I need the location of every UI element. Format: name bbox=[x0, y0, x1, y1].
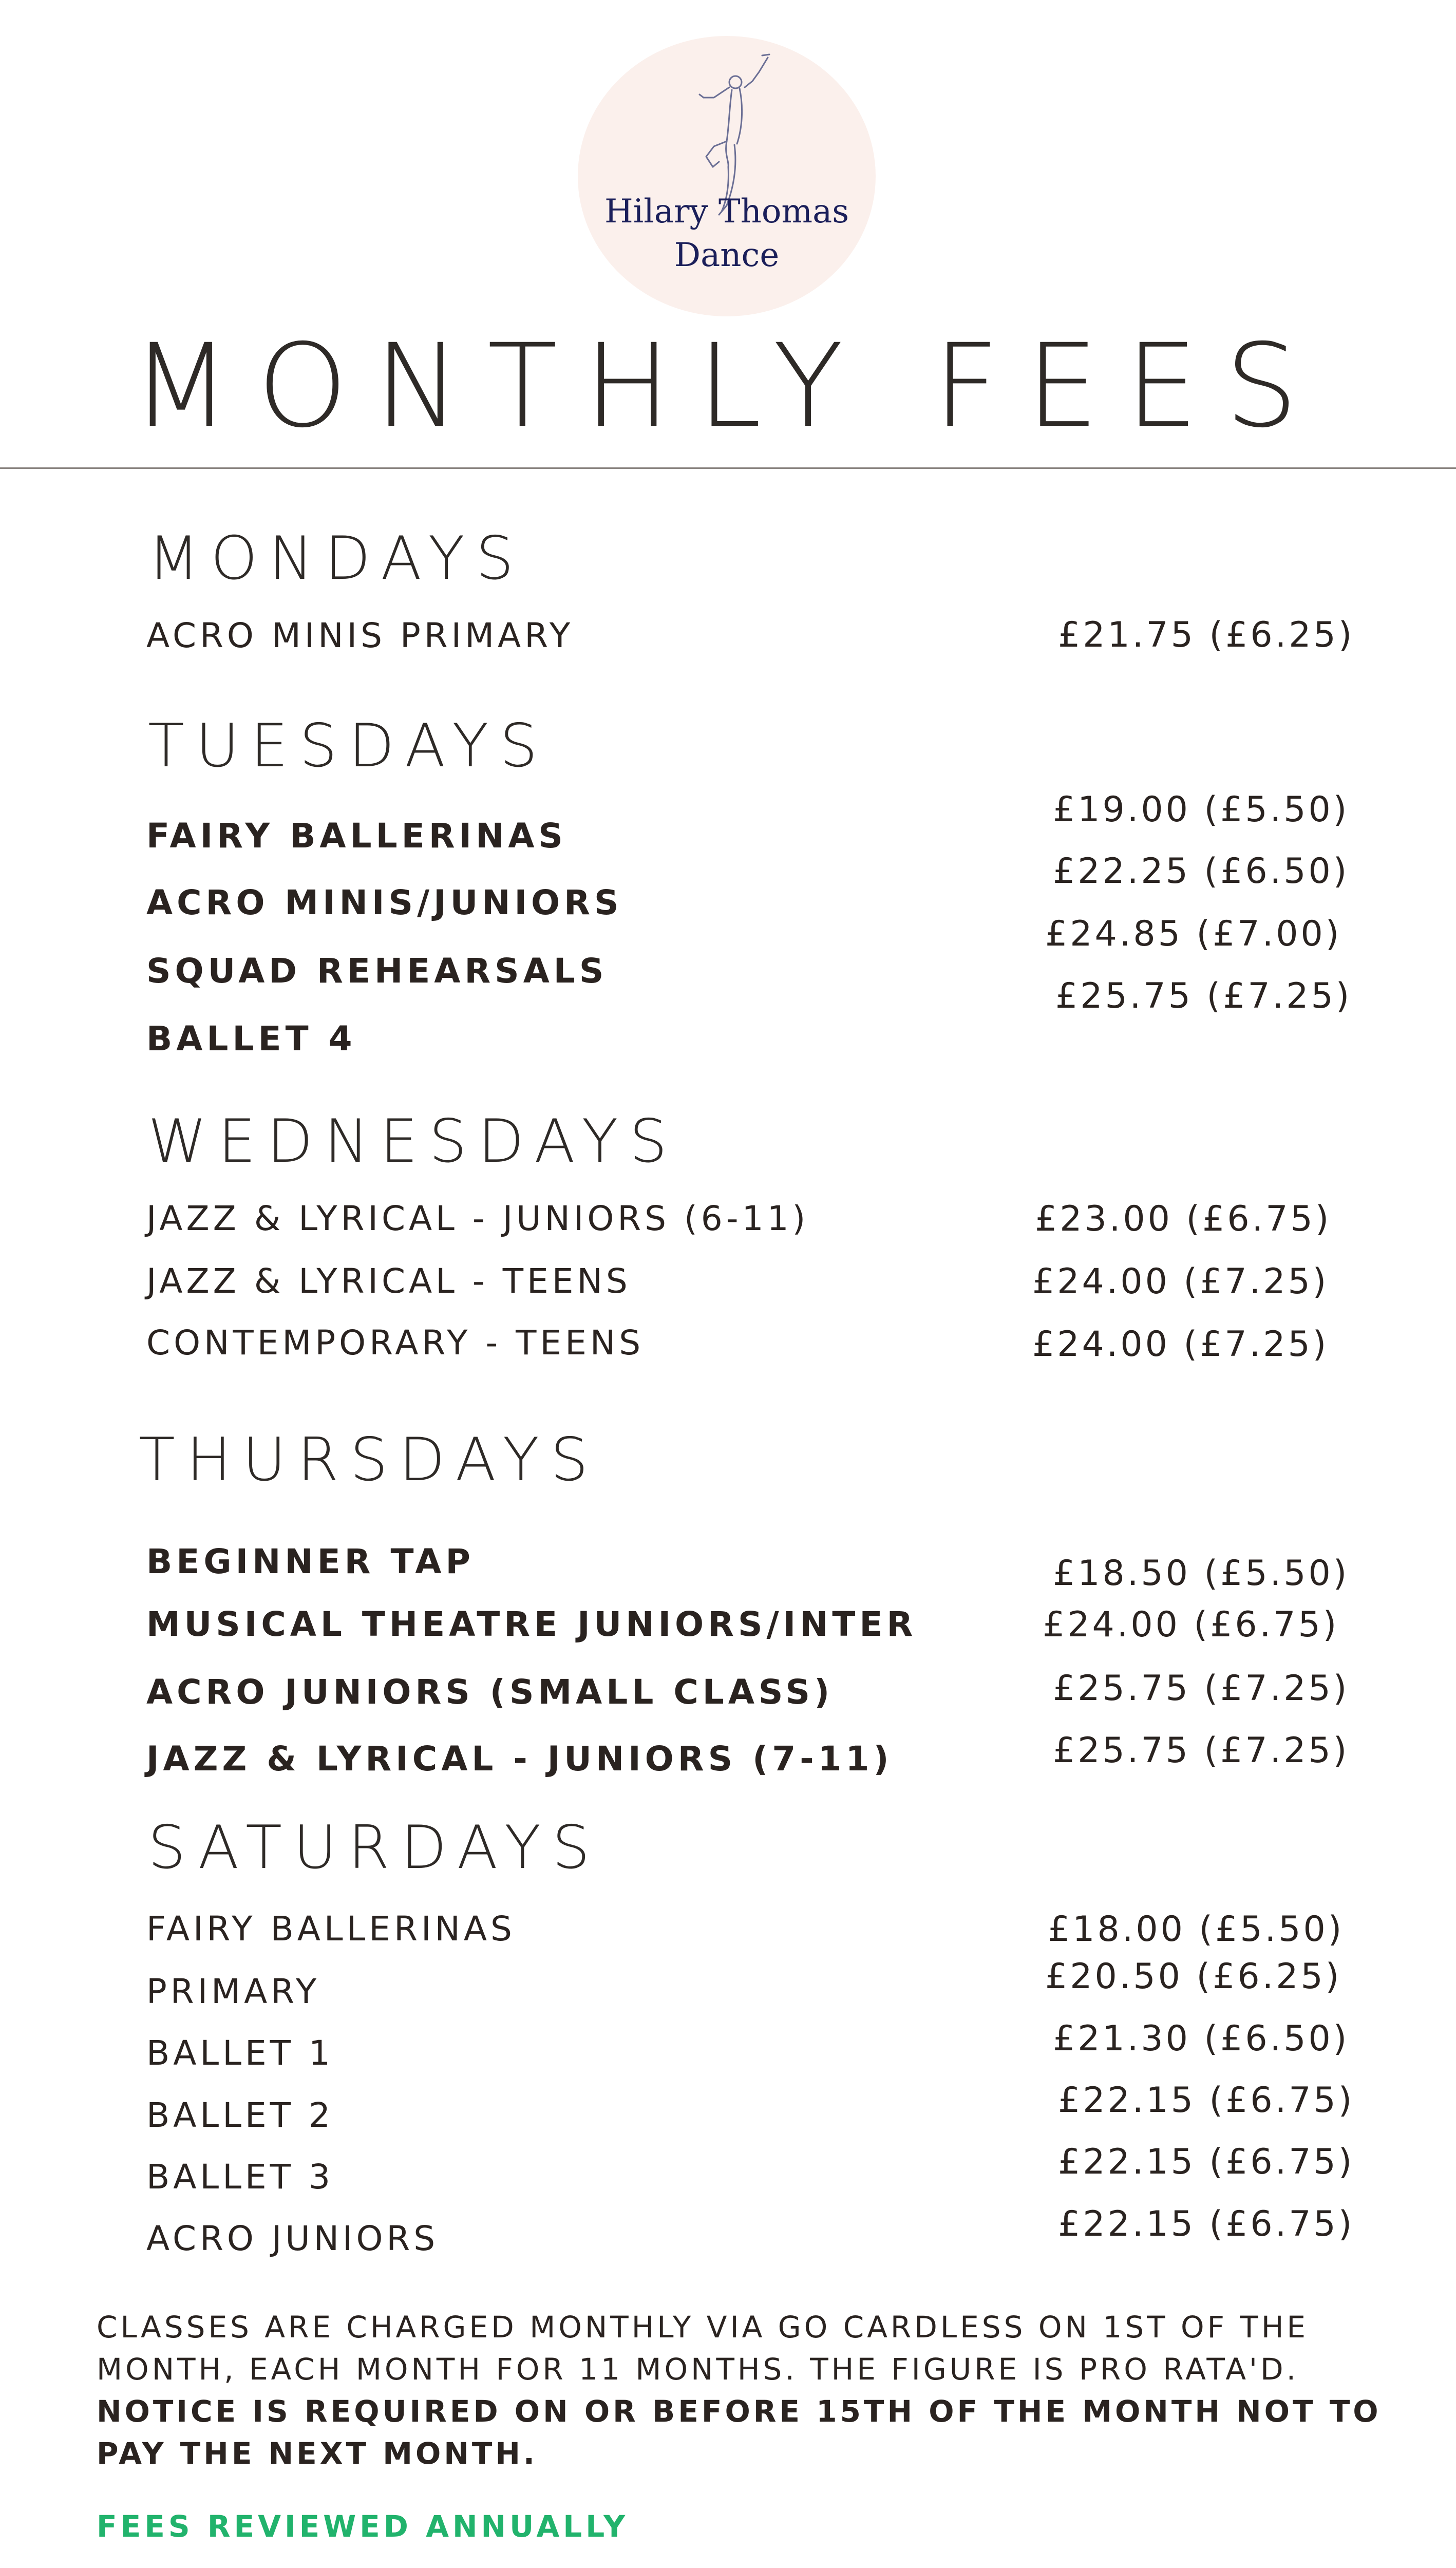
class-name: BALLET 1 bbox=[146, 2033, 334, 2073]
class-name: ACRO JUNIORS bbox=[146, 2219, 439, 2258]
class-fee: £19.00 (£5.50) bbox=[1053, 789, 1350, 830]
class-name: MUSICAL THEATRE JUNIORS/INTER bbox=[146, 1604, 917, 1644]
class-fee: £20.50 (£6.25) bbox=[1045, 1956, 1342, 1997]
class-name: PRIMARY bbox=[146, 1972, 320, 2011]
class-name: CONTEMPORARY - TEENS bbox=[146, 1323, 645, 1363]
class-name: BALLET 4 bbox=[146, 1019, 356, 1059]
class-name: BALLET 2 bbox=[146, 2095, 334, 2135]
heading-wednesdays: WEDNESDAYS bbox=[148, 1107, 679, 1176]
class-fee: £18.00 (£5.50) bbox=[1048, 1909, 1345, 1950]
class-name: ACRO JUNIORS (SMALL CLASS) bbox=[146, 1672, 834, 1712]
class-name: JAZZ & LYRICAL - TEENS bbox=[146, 1261, 631, 1301]
class-fee: £24.00 (£7.25) bbox=[1032, 1324, 1329, 1365]
class-fee: £22.15 (£6.75) bbox=[1058, 2080, 1355, 2121]
class-fee: £24.00 (£6.75) bbox=[1043, 1604, 1339, 1645]
logo-text-name: Hilary Thomas bbox=[604, 193, 849, 231]
class-fee: £21.75 (£6.25) bbox=[1058, 615, 1355, 655]
billing-notice bbox=[97, 2306, 1411, 2475]
class-name: JAZZ & LYRICAL - JUNIORS (6-11) bbox=[146, 1199, 809, 1238]
class-fee: £25.75 (£7.25) bbox=[1055, 976, 1352, 1016]
class-name: FAIRY BALLERINAS bbox=[146, 816, 567, 856]
class-name: SQUAD REHEARSALS bbox=[146, 951, 608, 991]
class-name: ACRO MINIS PRIMARY bbox=[146, 616, 574, 655]
billing-notice-bold: NOTICE IS REQUIRED ON OR BEFORE 15TH OF THE MONTH NOT TO PAY THE NEXT MONTH. bbox=[97, 2394, 1382, 2471]
class-fee: £21.30 (£6.50) bbox=[1053, 2018, 1350, 2059]
class-name: BALLET 3 bbox=[146, 2157, 334, 2197]
class-fee: £22.25 (£6.50) bbox=[1053, 851, 1350, 892]
class-fee: £18.50 (£5.50) bbox=[1053, 1553, 1350, 1594]
class-fee: £24.00 (£7.25) bbox=[1032, 1261, 1329, 1302]
heading-mondays: MONDAYS bbox=[148, 524, 525, 593]
heading-thursdays: THURSDAYS bbox=[139, 1425, 600, 1495]
class-name: JAZZ & LYRICAL - JUNIORS (7-11) bbox=[146, 1739, 893, 1779]
class-fee: £22.15 (£6.75) bbox=[1058, 2142, 1355, 2182]
class-fee: £23.00 (£6.75) bbox=[1035, 1199, 1332, 1239]
page-title: MONTHLY FEES bbox=[131, 319, 1325, 453]
class-name: BEGINNER TAP bbox=[146, 1542, 475, 1581]
title-divider bbox=[0, 467, 1456, 469]
class-fee: £24.85 (£7.00) bbox=[1045, 914, 1342, 954]
heading-saturdays: SATURDAYS bbox=[148, 1813, 601, 1882]
fees-reviewed-note: FEES REVIEWED ANNUALLY bbox=[97, 2509, 629, 2544]
class-name: FAIRY BALLERINAS bbox=[146, 1909, 516, 1949]
class-fee: £25.75 (£7.25) bbox=[1053, 1730, 1350, 1771]
logo-text-dance: Dance bbox=[674, 236, 780, 274]
class-fee: £22.15 (£6.75) bbox=[1058, 2204, 1355, 2244]
class-name: ACRO MINIS/JUNIORS bbox=[146, 883, 623, 922]
heading-tuesdays: TUESDAYS bbox=[148, 711, 549, 781]
class-fee: £25.75 (£7.25) bbox=[1053, 1668, 1350, 1709]
billing-notice-text: CLASSES ARE CHARGED MONTHLY VIA GO CARDLESS ON 1ST OF THE MONTH, EACH MONTH FOR 11 MONTHS. THE FIGURE IS PRO RATA'D. bbox=[97, 2310, 1309, 2387]
